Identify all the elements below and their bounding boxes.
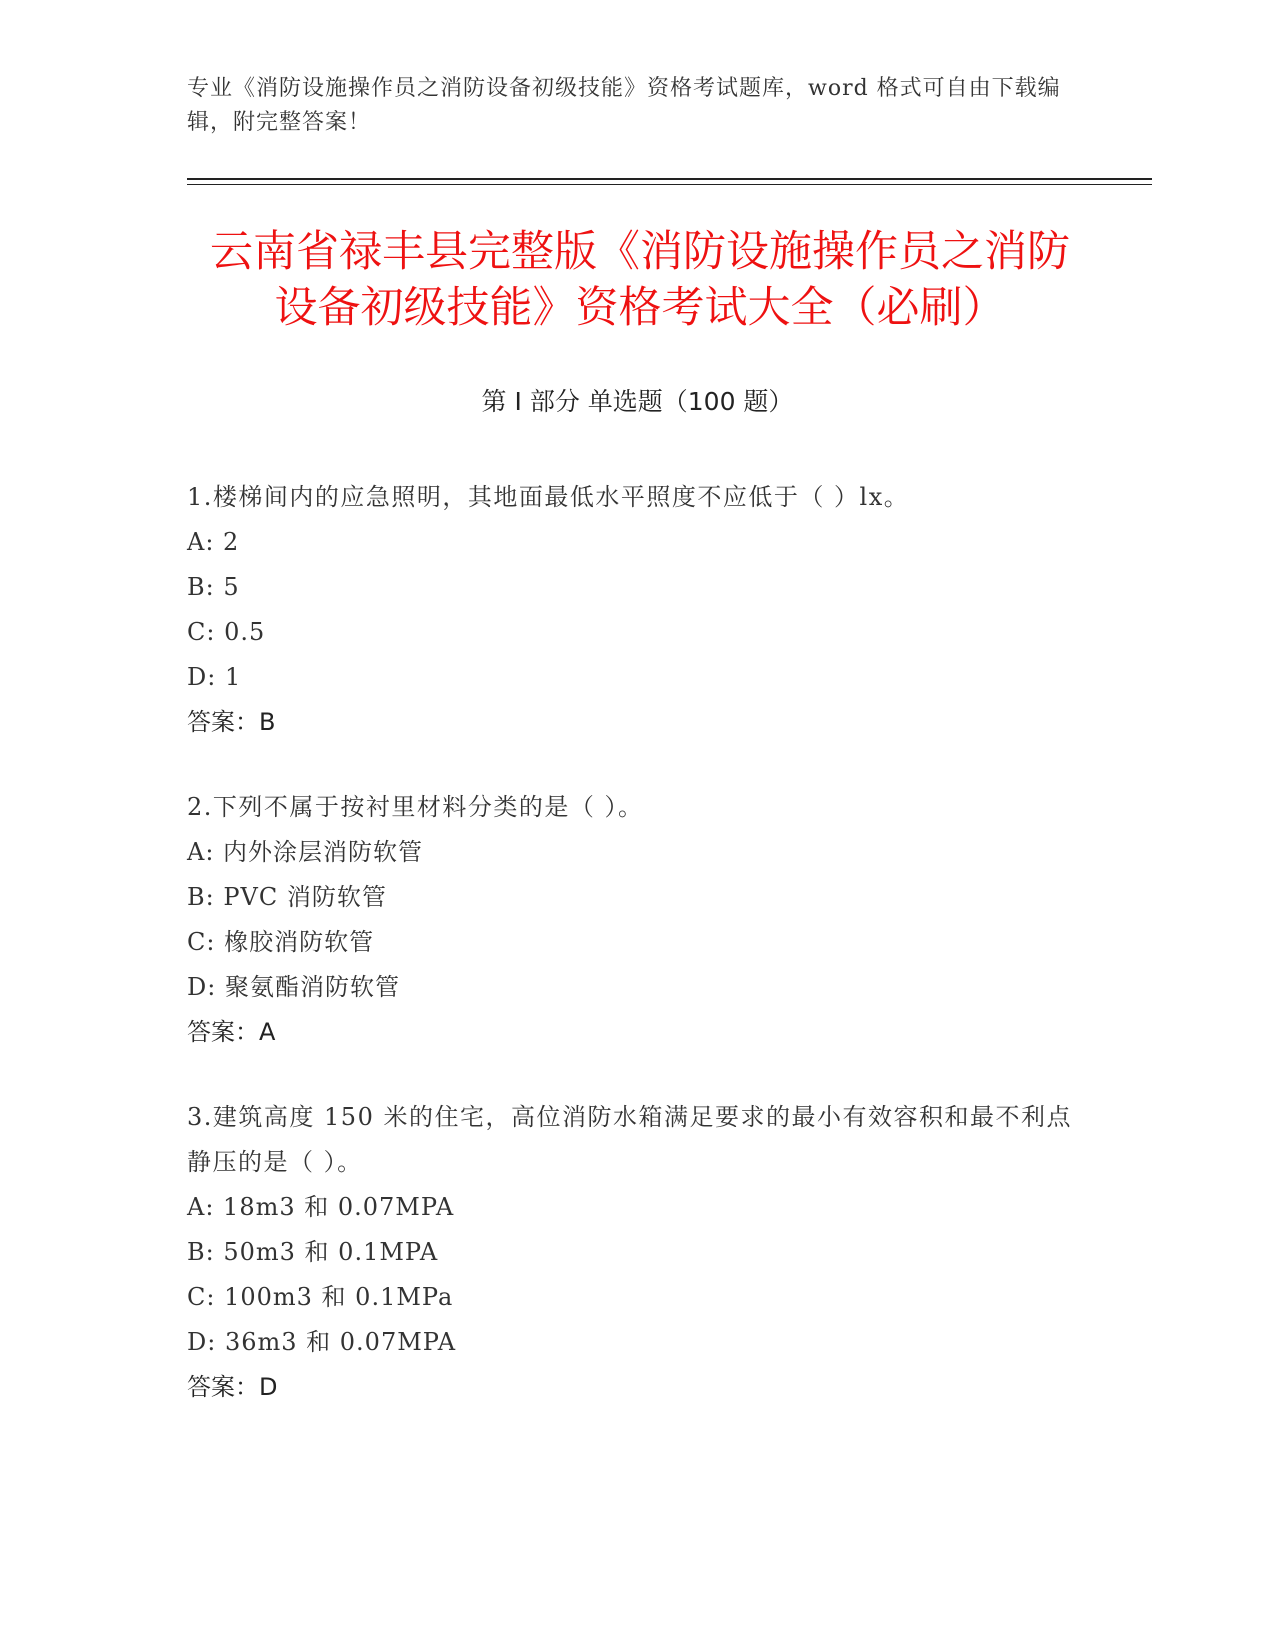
option-c: C: 橡胶消防软管 <box>187 928 375 956</box>
header-divider-thick <box>187 178 1152 180</box>
section-title: 第 I 部分 单选题（100 题） <box>481 387 794 416</box>
option-b: B: PVC 消防软管 <box>187 883 387 911</box>
question-list <box>187 475 1087 1450</box>
header-note: 专业《消防设施操作员之消防设备初级技能》资格考试题库，word 格式可自由下载编辑，附完整答案！ <box>187 76 1061 135</box>
option-b: B: 50m3 和 0.1MPA <box>187 1238 439 1266</box>
option-a: A: 2 <box>187 528 240 556</box>
option-a: A: 18m3 和 0.07MPA <box>187 1193 455 1221</box>
question-3 <box>187 1095 1087 1410</box>
option-b: B: 5 <box>187 573 240 601</box>
option-a: A: 内外涂层消防软管 <box>187 838 424 866</box>
option-d: D: 聚氨酯消防软管 <box>187 973 400 1001</box>
question-1 <box>187 475 1087 745</box>
answer: 答案：B <box>187 708 276 736</box>
option-d: D: 36m3 和 0.07MPA <box>187 1328 457 1356</box>
question-2 <box>187 785 1087 1055</box>
option-c: C: 100m3 和 0.1MPa <box>187 1283 454 1311</box>
answer: 答案：D <box>187 1373 278 1401</box>
option-d: D: 1 <box>187 663 242 691</box>
answer: 答案：A <box>187 1018 276 1046</box>
header-divider-thin <box>187 184 1152 185</box>
question-stem: 2.下列不属于按衬里材料分类的是（ ）。 <box>187 793 644 821</box>
question-stem: 3.建筑高度 150 米的住宅，高位消防水箱满足要求的最小有效容积和最不利点静压的是（ ）。 <box>187 1103 1072 1176</box>
option-c: C: 0.5 <box>187 618 266 646</box>
question-stem: 1.楼梯间内的应急照明，其地面最低水平照度不应低于（ ）lx。 <box>187 483 910 511</box>
document-title: 云南省禄丰县完整版《消防设施操作员之消防设备初级技能》资格考试大全（必刷） <box>210 227 1070 333</box>
